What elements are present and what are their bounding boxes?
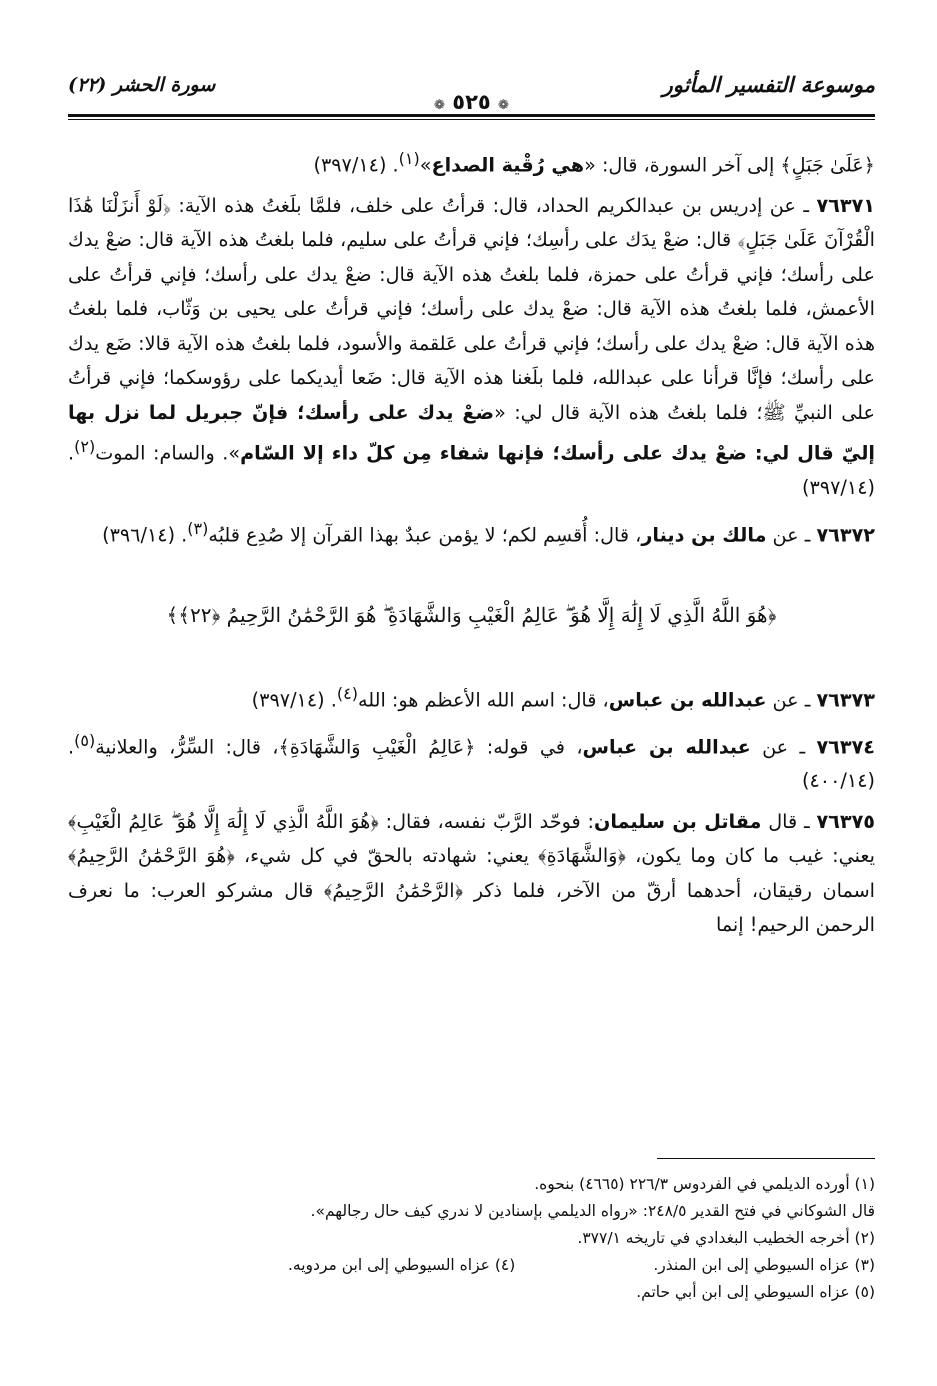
volume-page-reference: (٣٩٦/١٤)	[102, 523, 176, 547]
narration-number: ٧٦٣٧١	[816, 193, 875, 217]
footnote-marker: (٢)	[74, 437, 96, 457]
text-segment: ـ عن	[766, 523, 817, 547]
volume-page-reference: (٣٩٧/١٤)	[251, 688, 325, 712]
page-number-block	[434, 90, 509, 114]
volume-page-reference: (٤٠٠/١٤)	[802, 769, 875, 793]
footnote-marker: (٣)	[187, 518, 209, 538]
surah-title: سورة الحشر (٢٢)	[68, 74, 216, 96]
page-number: ٥٢٥	[452, 90, 491, 114]
quran-verse	[68, 597, 875, 633]
footnote: (٤) عزاه السيوطي إلى ابن مردويه.	[288, 1256, 516, 1274]
text-segment: : فوحّد الرَّبّ نفسه، فقال: ﴿هُوَ اللَّهُ الَّذِي لَا إِلَٰهَ إِلَّا هُوَ ۖ عَالِمُ الْغَيْبِ﴾ يعني: غيب ما كان وما يكون، ﴿وَالشَّهَادَةِ﴾ يعني: شهادته بالحقّ في كل شيء، ﴿هُوَ الرَّحْمَٰنُ الرَّحِيمُ﴾ اسمان رقيقان، أحدهما أرقّ من الآخر، فلما ذكر ﴿الرَّحْمَٰنُ الرَّحِيمُ﴾ قال مشركو العرب: ما نعرف الرحمن الرحيم! إنما	[68, 809, 875, 937]
running-title: موسوعة التفسير المأثور	[662, 72, 875, 97]
bold-text: مالك بن دينار	[641, 523, 767, 547]
main-text	[68, 142, 875, 943]
text-segment: ». والسام: الموت	[95, 441, 241, 465]
footnote-marker: (١)	[398, 149, 420, 168]
ornament-icon: ❁	[434, 98, 445, 113]
text-segment: ، في قوله: ﴿عَالِمُ الْغَيْبِ وَالشَّهَادَةِ﴾، قال: السِّرُّ، والعلانية	[95, 734, 583, 758]
text-segment: ـ عن إدريس بن عبدالكريم الحداد، قال: قرأتُ على خلف، فلمَّا بلَغتُ هذه الآية: ﴿لَوْ أَنزَلْنَا هَٰذَا الْقُرْآنَ عَلَىٰ جَبَلٍ﴾ قال: ضعْ يدَك على رأسِك؛ فإني قرأتُ على سليم، فلما بلغتُ هذه الآية قال: ضعْ يدك على رأسك؛ فإني قرأتُ على حمزة، فلما بلغتُ هذه الآية قال: ضعْ يدك على رأسك؛ فإني قرأتُ على الأعمش، فلما بلغتُ هذه الآية قال: ضعْ يدك على رأسك؛ فإني قرأتُ على يحيى بن وَثّاب، فلما بلغتُ هذه الآية قال: ضعْ يدك على رأسك؛ فإني قرأتُ على عَلقمة والأسود، فلما بلغتُ هذه الآية قالا: ضَع يدك على رأسك؛ فإنَّا قرأنا على عبدالله، فلما بلَغنا هذه الآية قال: ضَعا أيديكما على رؤوسكما؛ فإني قرأتُ على النبيِّ ﷺ؛ فلما بلغتُ هذه الآية قال لي: «	[68, 193, 875, 424]
text-segment: .	[68, 441, 75, 465]
footnote: (٢) أخرجه الخطيب البغدادي في تاريخه ٣٧٧/١.	[577, 1229, 875, 1247]
footnote-marker: (٥)	[74, 730, 96, 750]
footnote: (١) أورده الديلمي في الفردوس ٢٢٦/٣ (٤٦٦٥) بنحوه.	[534, 1175, 875, 1193]
text-segment: ، قال: أُقسِم لكم؛ لا يؤمن عبدٌ بهذا القرآن إلا صُدِع قلبُه	[208, 523, 642, 547]
footnote: (٣) عزاه السيوطي إلى ابن المنذر.	[653, 1256, 875, 1274]
footnote: قال الشوكاني في فتح القدير ٢٤٨/٥: «رواه الديلمي بإسنادين لا ندري كيف حال رجالهم».	[310, 1202, 875, 1220]
bold-text: عبدالله بن عباس	[582, 734, 751, 758]
narration-number: ٧٦٣٧٥	[816, 809, 875, 833]
narration-paragraph	[68, 805, 875, 943]
text-segment: ـ عن	[766, 688, 817, 712]
text-segment: .	[324, 688, 337, 712]
narration-number: ٧٦٣٧٢	[816, 523, 875, 547]
narration-paragraph	[68, 724, 875, 799]
text-segment: ﴿عَلَىٰ جَبَلٍ﴾ إلى آخر السورة، قال: «	[584, 153, 875, 177]
narration-paragraph	[68, 142, 875, 183]
text-segment: ﴿هُوَ اللَّهُ الَّذِي لَا إِلَٰهَ إِلَّا هُوَ ۖ عَالِمُ الْغَيْبِ وَالشَّهَادَةِ ۖ هُوَ الرَّحْمَٰنُ الرَّحِيمُ ﴿٢٢﴾﴾	[166, 602, 777, 627]
narration-number: ٧٦٣٧٣	[816, 688, 875, 712]
page-header	[68, 68, 875, 118]
volume-page-reference: (٣٩٧/١٤)	[802, 476, 875, 500]
footnote-divider	[657, 1158, 875, 1159]
text-segment: »	[419, 153, 432, 177]
text-segment: ، قال: اسم الله الأعظم هو: الله	[357, 688, 609, 712]
volume-page-reference: (٣٩٧/١٤)	[313, 153, 387, 177]
bold-text: عبدالله بن عباس	[608, 688, 767, 712]
bold-text: مقاتل بن سليمان	[593, 809, 762, 833]
footnotes	[68, 1158, 875, 1306]
footnote-row	[68, 1252, 875, 1279]
footnote: (٥) عزاه السيوطي إلى ابن أبي حاتم.	[636, 1283, 875, 1301]
bold-text: ضعْ يدك على رأسك؛ فإنّ جبريل لما نزل بها إليّ قال لي: ضعْ يدك على رأسك؛ فإنها شفاء مِن كلّ داء إلا السّام	[68, 400, 875, 465]
narration-paragraph	[68, 677, 875, 718]
ornament-icon: ❁	[498, 98, 509, 113]
narration-paragraph	[68, 512, 875, 553]
bold-text: هي رُقْية الصداع	[431, 153, 585, 177]
text-segment: .	[175, 523, 188, 547]
narration-paragraph	[68, 189, 875, 506]
text-segment: .	[68, 734, 75, 758]
narration-number: ٧٦٣٧٤	[816, 734, 875, 758]
text-segment: ـ عن	[750, 734, 817, 758]
footnote-marker: (٤)	[336, 683, 358, 703]
text-segment: ـ قال	[761, 809, 817, 833]
text-segment: .	[386, 153, 399, 177]
header-divider	[68, 114, 875, 117]
